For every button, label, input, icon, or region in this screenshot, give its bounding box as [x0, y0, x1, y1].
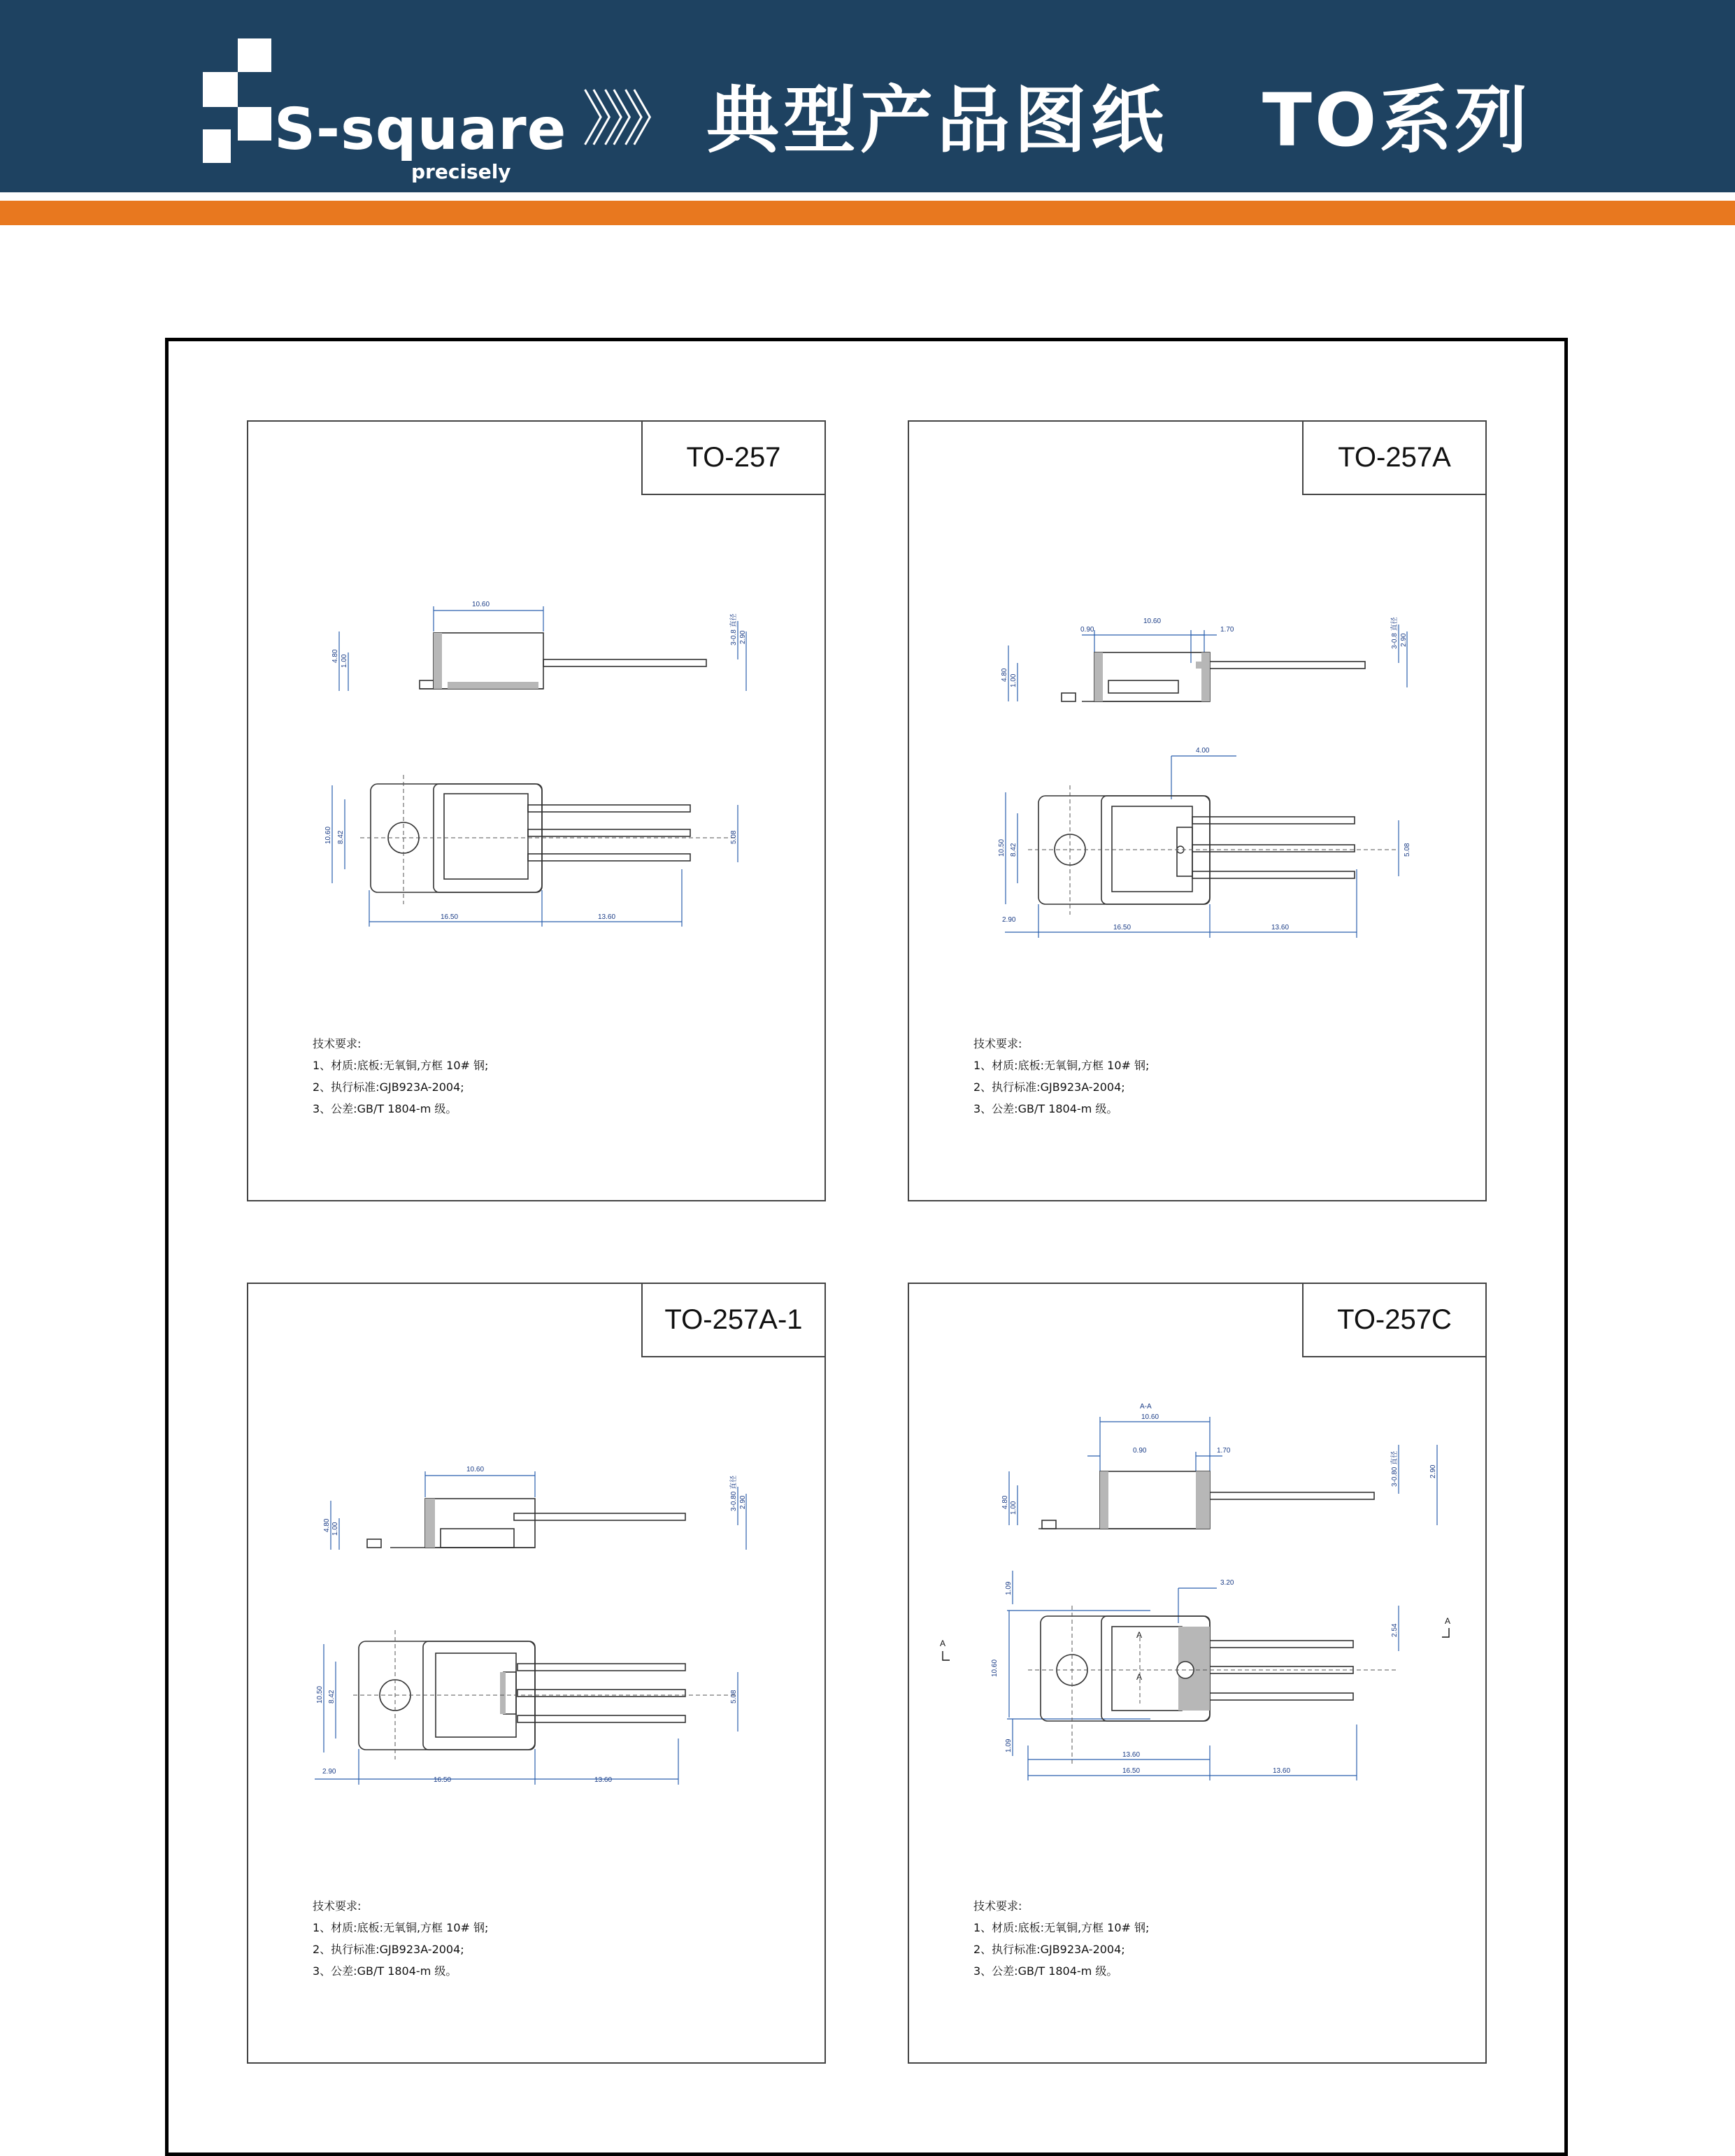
- drawing-panel-to257a-1: [247, 1283, 826, 2064]
- dim-edge: 2.90: [322, 1768, 336, 1776]
- dim-pin-h: 2.90: [1429, 1464, 1437, 1478]
- note-material: 1、材质:底板:无氧铜,方框 10# 钢;: [973, 1921, 1150, 1934]
- dim-inner-len: 13.60: [1122, 1751, 1141, 1759]
- dim-pin-h: 2.90: [1400, 633, 1408, 647]
- dim-len-body: 16.50: [434, 1776, 452, 1784]
- technical-notes: [973, 1895, 1149, 1982]
- note-standard: 2、执行标准:GJB923A-2004;: [313, 1080, 464, 1094]
- dim-len-body: 16.50: [441, 913, 459, 921]
- dim-top-width: 10.60: [466, 1466, 485, 1473]
- section-mark-inner-bottom: A: [1136, 1672, 1143, 1682]
- dim-len-lead: 13.60: [598, 913, 616, 921]
- dim-top-gap: 1.09: [1005, 1581, 1013, 1595]
- accent-stripe: [0, 201, 1735, 225]
- dim-top-width: 10.60: [1141, 1413, 1159, 1421]
- note-tolerance: 3、公差:GB/T 1804-m 级。: [973, 1102, 1118, 1115]
- dim-pin: 3-0.8 直径: [1391, 617, 1399, 649]
- dim-v-inner: 8.42: [337, 830, 345, 844]
- dim-v-outer: 10.50: [316, 1685, 324, 1704]
- dim-v-outer: 10.60: [324, 826, 332, 844]
- note-standard: 2、执行标准:GJB923A-2004;: [313, 1943, 464, 1956]
- section-mark-inner-top: A: [1136, 1630, 1143, 1640]
- logo-squares-icon: [203, 38, 280, 164]
- drawing-panel-to257a: [908, 420, 1487, 1201]
- dim-len-lead: 13.60: [1273, 1767, 1291, 1775]
- model-label: TO-257A-1: [641, 1284, 824, 1357]
- dim-pin-h: 2.90: [739, 1495, 747, 1509]
- dim-pin: 3-0.80 直径: [1391, 1450, 1399, 1487]
- dim-right-w: 1.70: [1220, 626, 1234, 634]
- dim-h2: 1.00: [331, 1522, 339, 1536]
- dim-pitch: 2.54: [1391, 1623, 1399, 1637]
- dim-pitch: 5.08: [730, 1690, 738, 1704]
- drawing-panel-to257c: [908, 1283, 1487, 2064]
- brand-name: S-square: [274, 97, 567, 163]
- dim-right-w: 1.70: [1217, 1447, 1231, 1455]
- section-label: A-A: [1140, 1403, 1152, 1411]
- dim-edge: 2.90: [1002, 916, 1016, 924]
- dim-v-outer: 10.50: [998, 838, 1006, 857]
- dim-len-lead: 13.60: [1271, 924, 1290, 931]
- notes-heading: 技术要求:: [973, 1899, 1022, 1913]
- dim-v-inner: 8.42: [1010, 843, 1018, 857]
- dim-pin-h: 2.90: [739, 630, 747, 644]
- section-mark-left: A: [940, 1639, 946, 1648]
- dim-v-inner: 8.42: [328, 1690, 336, 1704]
- dim-len-body: 16.50: [1122, 1767, 1141, 1775]
- dim-h1: 4.80: [1001, 1495, 1009, 1509]
- dim-h2: 1.00: [1010, 1501, 1018, 1515]
- drawing-panel-to257: [247, 420, 826, 1201]
- dim-left-w: 0.90: [1133, 1447, 1147, 1455]
- dim-bottom-gap: 1.09: [1005, 1739, 1013, 1752]
- notes-heading: 技术要求:: [313, 1037, 362, 1050]
- dim-h1: 4.80: [1001, 668, 1008, 682]
- dim-h1: 4.80: [331, 649, 339, 663]
- dim-len-body: 16.50: [1113, 924, 1131, 931]
- dim-h2: 1.00: [1010, 673, 1018, 687]
- dim-left-w: 0.90: [1080, 626, 1094, 634]
- dim-pin: 3-0.80 直径: [730, 1475, 738, 1511]
- dim-pitch: 5.08: [1404, 843, 1411, 857]
- section-mark-right: A: [1445, 1616, 1451, 1626]
- dim-h1: 4.80: [323, 1518, 331, 1532]
- dim-v-outer: 10.60: [991, 1659, 999, 1677]
- dim-top-width: 10.60: [472, 601, 490, 608]
- dim-len-lead: 13.60: [594, 1776, 613, 1784]
- dim-offset: 4.00: [1196, 747, 1210, 755]
- notes-heading: 技术要求:: [313, 1899, 362, 1913]
- note-tolerance: 3、公差:GB/T 1804-m 级。: [973, 1964, 1118, 1978]
- chevrons-icon: 》》》: [582, 85, 673, 155]
- brand-tagline: precisely: [411, 160, 511, 183]
- dim-h2: 1.00: [341, 654, 348, 668]
- note-tolerance: 3、公差:GB/T 1804-m 级。: [313, 1964, 457, 1978]
- dim-top-width: 10.60: [1143, 617, 1162, 625]
- dim-pin: 3-0.8 直径: [730, 613, 738, 645]
- dim-offset: 3.20: [1220, 1579, 1234, 1587]
- technical-notes: [313, 1895, 488, 1982]
- dim-pitch: 5.08: [730, 830, 738, 844]
- model-label: TO-257C: [1302, 1284, 1485, 1357]
- technical-notes: [973, 1033, 1149, 1120]
- page-title: 典型产品图纸: [706, 78, 1169, 163]
- notes-heading: 技术要求:: [973, 1037, 1022, 1050]
- note-material: 1、材质:底板:无氧铜,方框 10# 钢;: [973, 1059, 1150, 1072]
- note-material: 1、材质:底板:无氧铜,方框 10# 钢;: [313, 1059, 489, 1072]
- note-material: 1、材质:底板:无氧铜,方框 10# 钢;: [313, 1921, 489, 1934]
- series-title: TO系列: [1262, 78, 1531, 163]
- model-label: TO-257: [641, 422, 824, 495]
- technical-notes: [313, 1033, 488, 1120]
- note-standard: 2、执行标准:GJB923A-2004;: [973, 1943, 1125, 1956]
- model-label: TO-257A: [1302, 422, 1485, 495]
- note-tolerance: 3、公差:GB/T 1804-m 级。: [313, 1102, 457, 1115]
- note-standard: 2、执行标准:GJB923A-2004;: [973, 1080, 1125, 1094]
